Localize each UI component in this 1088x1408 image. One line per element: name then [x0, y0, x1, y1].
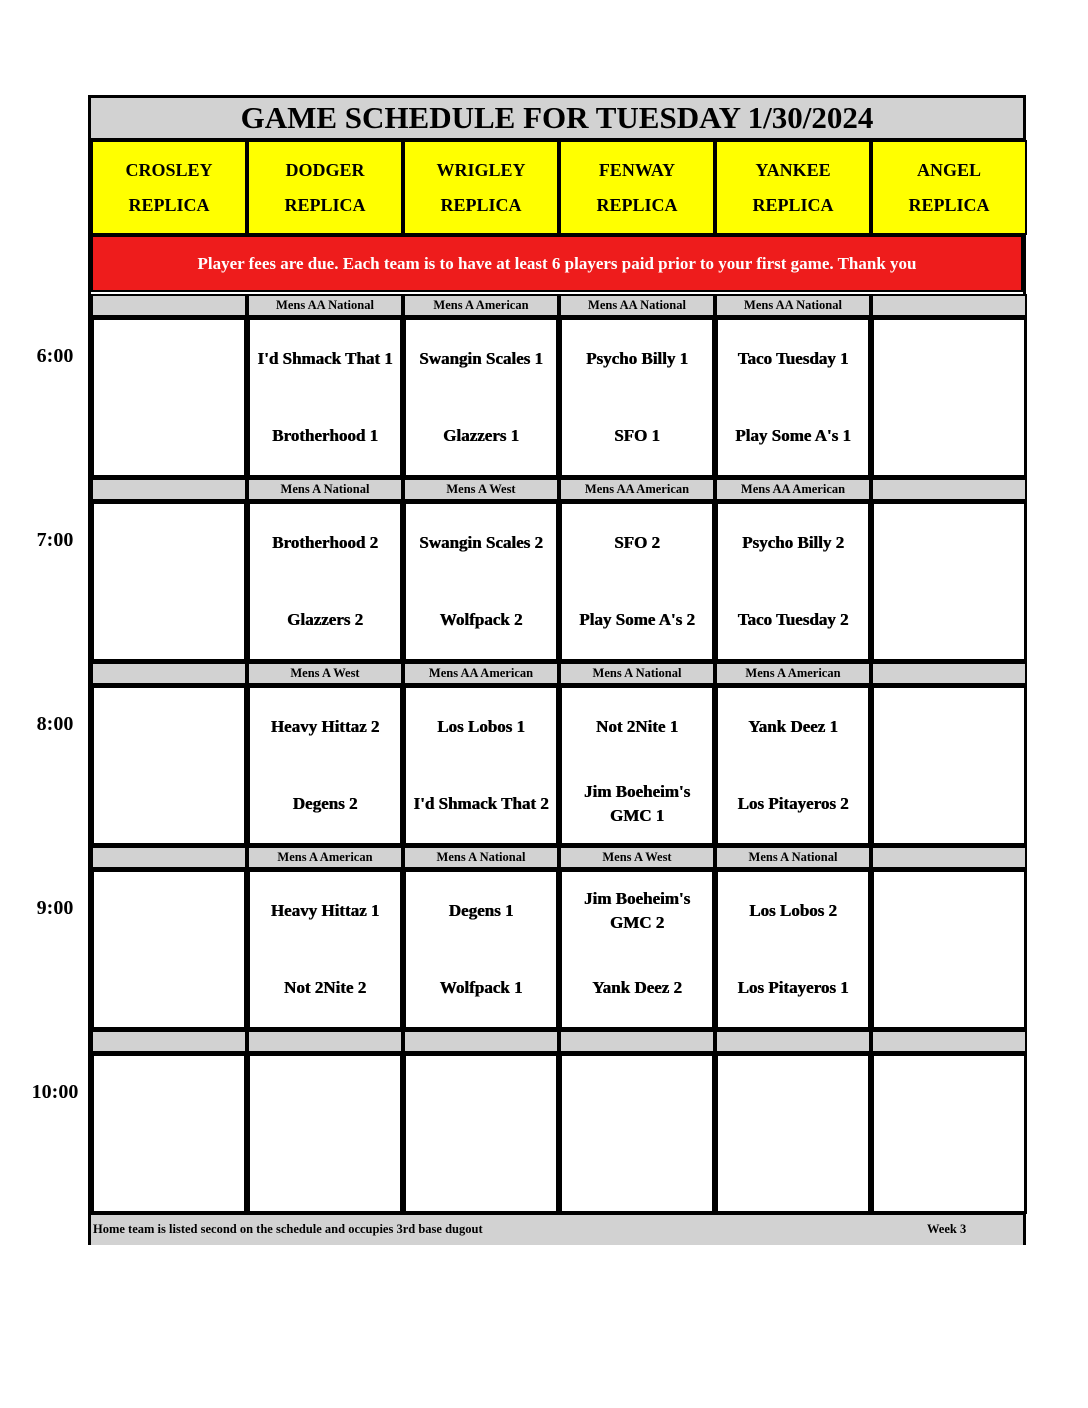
time-slot-label: 7:00 — [36, 529, 74, 551]
home-team: Not 2Nite 2 — [283, 978, 367, 998]
division-label: Mens A American — [403, 294, 559, 317]
player-fee-notice: Player fees are due. Each team is to have at least 6 players paid prior to your first game. Thank you — [91, 235, 1023, 292]
game-cell — [559, 685, 715, 846]
away-team — [874, 688, 1024, 766]
field-header-angel — [871, 140, 1027, 235]
home-team: Wolfpack 1 — [439, 978, 523, 998]
game-cell — [91, 317, 247, 478]
away-team: Jim Boeheim's GMC 2 — [583, 888, 691, 932]
division-label: Mens A West — [559, 846, 715, 869]
game-cell — [715, 869, 871, 1030]
field-header-yankee — [715, 140, 871, 235]
time-slot-label: 8:00 — [36, 713, 74, 735]
field-header-dodger — [247, 140, 403, 235]
division-label — [715, 1030, 871, 1053]
home-team: I'd Shmack That 2 — [413, 794, 549, 814]
away-team: Swangin Scales 1 — [419, 348, 543, 368]
division-label: Mens AA National — [715, 294, 871, 317]
away-team: Taco Tuesday 1 — [737, 348, 849, 368]
home-team: Degens 2 — [292, 794, 358, 814]
home-team: Taco Tuesday 2 — [737, 610, 849, 630]
game-cell — [715, 317, 871, 478]
home-team: Brotherhood 1 — [272, 426, 378, 446]
game-cell — [91, 869, 247, 1030]
division-label — [871, 478, 1027, 501]
away-team — [94, 1056, 244, 1134]
home-team: Glazzers 2 — [287, 610, 363, 630]
game-cell — [403, 501, 559, 662]
home-team — [874, 1134, 1024, 1212]
game-cell — [91, 1053, 247, 1214]
home-team — [94, 766, 244, 844]
away-team — [718, 1056, 868, 1134]
away-team: Los Lobos 2 — [749, 900, 837, 920]
away-team: Los Lobos 1 — [437, 716, 525, 736]
time-slot-label: 6:00 — [36, 345, 74, 367]
away-team — [874, 872, 1024, 950]
away-team — [94, 872, 244, 950]
division-label — [871, 846, 1027, 869]
game-cell — [247, 685, 403, 846]
game-cell — [247, 1053, 403, 1214]
away-team: Yank Deez 1 — [748, 716, 838, 736]
schedule-table — [88, 95, 1026, 1245]
home-team — [874, 766, 1024, 844]
game-cell — [871, 1053, 1027, 1214]
division-label — [91, 846, 247, 869]
division-label: Mens AA American — [403, 662, 559, 685]
game-cell — [559, 869, 715, 1030]
home-team: Wolfpack 2 — [439, 610, 523, 630]
home-team — [94, 398, 244, 476]
time-slot-label: 10:00 — [31, 1081, 79, 1103]
home-team — [874, 582, 1024, 660]
game-cell — [247, 317, 403, 478]
game-cell — [403, 1053, 559, 1214]
page-title: GAME SCHEDULE FOR TUESDAY 1/30/2024 — [91, 98, 1023, 140]
field-type: REPLICA — [128, 194, 210, 215]
home-team: Jim Boeheim's GMC 1 — [583, 782, 691, 826]
game-cell — [559, 1053, 715, 1214]
time-slot-label: 9:00 — [36, 897, 74, 919]
game-cell — [715, 501, 871, 662]
division-label: Mens A West — [247, 662, 403, 685]
away-team: Degens 1 — [448, 900, 514, 920]
home-team — [94, 582, 244, 660]
away-team — [874, 504, 1024, 582]
away-team: Swangin Scales 2 — [419, 532, 543, 552]
away-team: Brotherhood 2 — [272, 532, 378, 552]
away-team: Heavy Hittaz 1 — [270, 900, 380, 920]
home-team — [406, 1134, 556, 1212]
away-team — [874, 1056, 1024, 1134]
game-cell — [247, 869, 403, 1030]
schedule-footer — [91, 1212, 1023, 1245]
away-team — [94, 504, 244, 582]
field-header-wrigley — [403, 140, 559, 235]
field-name: YANKEE — [755, 159, 831, 180]
away-team: Heavy Hittaz 2 — [270, 716, 380, 736]
division-label: Mens A American — [247, 846, 403, 869]
away-team — [406, 1056, 556, 1134]
home-team — [718, 1134, 868, 1212]
division-label: Mens A American — [715, 662, 871, 685]
game-cell — [247, 501, 403, 662]
away-team: I'd Shmack That 1 — [257, 348, 393, 368]
home-team: SFO 1 — [614, 426, 660, 446]
home-team: Play Some A's 2 — [579, 610, 695, 630]
game-cell — [403, 869, 559, 1030]
division-label: Mens AA National — [559, 294, 715, 317]
game-cell — [559, 317, 715, 478]
field-type: REPLICA — [752, 194, 834, 215]
game-cell — [871, 317, 1027, 478]
division-label: Mens A National — [715, 846, 871, 869]
game-cell — [871, 869, 1027, 1030]
division-label: Mens A National — [403, 846, 559, 869]
game-cell — [871, 501, 1027, 662]
field-header-crosley — [91, 140, 247, 235]
home-team: Play Some A's 1 — [735, 426, 851, 446]
division-label: Mens A National — [247, 478, 403, 501]
game-cell — [715, 1053, 871, 1214]
away-team — [874, 320, 1024, 398]
division-label: Mens AA American — [559, 478, 715, 501]
away-team: SFO 2 — [614, 532, 660, 552]
field-name: CROSLEY — [125, 159, 213, 180]
field-type: REPLICA — [908, 194, 990, 215]
division-label — [247, 1030, 403, 1053]
division-label — [91, 1030, 247, 1053]
division-label: Mens AA National — [247, 294, 403, 317]
division-label — [871, 1030, 1027, 1053]
home-team: Los Pitayeros 2 — [737, 794, 849, 814]
game-cell — [403, 685, 559, 846]
home-team — [874, 950, 1024, 1028]
division-label — [91, 478, 247, 501]
away-team: Psycho Billy 1 — [585, 348, 688, 368]
division-label: Mens A National — [559, 662, 715, 685]
game-cell — [559, 501, 715, 662]
game-cell — [91, 501, 247, 662]
field-name: WRIGLEY — [436, 159, 526, 180]
division-label: Mens AA American — [715, 478, 871, 501]
away-team — [562, 1056, 712, 1134]
field-name: FENWAY — [598, 159, 676, 180]
game-cell — [871, 685, 1027, 846]
home-team — [94, 950, 244, 1028]
away-team — [250, 1056, 400, 1134]
game-cell — [91, 685, 247, 846]
home-team: Los Pitayeros 1 — [737, 978, 849, 998]
field-type: REPLICA — [440, 194, 522, 215]
game-cell — [715, 685, 871, 846]
away-team: Not 2Nite 1 — [595, 716, 679, 736]
home-team — [874, 398, 1024, 476]
division-label — [403, 1030, 559, 1053]
field-header-fenway — [559, 140, 715, 235]
home-team-footnote: Home team is listed second on the schedule and occupies 3rd base dugout — [93, 1222, 483, 1236]
away-team — [94, 688, 244, 766]
home-team: Glazzers 1 — [443, 426, 519, 446]
week-label: Week 3 — [927, 1222, 967, 1236]
field-type: REPLICA — [596, 194, 678, 215]
division-label: Mens A West — [403, 478, 559, 501]
division-label — [91, 662, 247, 685]
home-team — [562, 1134, 712, 1212]
field-name: DODGER — [285, 159, 365, 180]
home-team — [94, 1134, 244, 1212]
away-team — [94, 320, 244, 398]
division-label — [871, 294, 1027, 317]
home-team: Yank Deez 2 — [592, 978, 682, 998]
division-label — [559, 1030, 715, 1053]
field-name: ANGEL — [916, 159, 981, 180]
field-type: REPLICA — [284, 194, 366, 215]
game-cell — [403, 317, 559, 478]
division-label — [91, 294, 247, 317]
division-label — [871, 662, 1027, 685]
home-team — [250, 1134, 400, 1212]
away-team: Psycho Billy 2 — [741, 532, 844, 552]
